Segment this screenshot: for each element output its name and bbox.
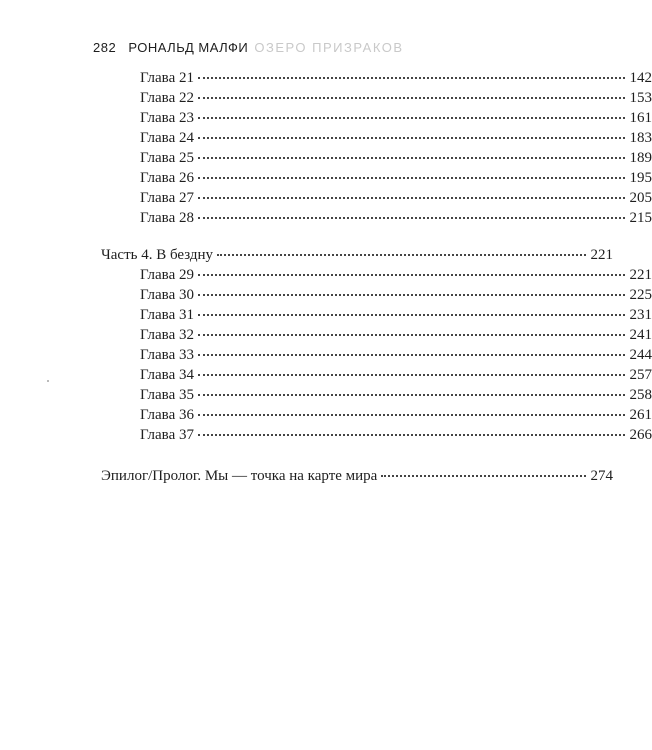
toc-entry bbox=[0, 88, 652, 108]
dot-leader bbox=[198, 433, 625, 436]
toc-entry bbox=[0, 108, 652, 128]
toc-part-entry bbox=[0, 245, 613, 265]
toc-entry-label: Глава 22 bbox=[140, 90, 194, 106]
running-head bbox=[93, 40, 404, 55]
toc-entry-label: Глава 30 bbox=[140, 287, 194, 303]
author-name: РОНАЛЬД МАЛФИ bbox=[128, 40, 249, 55]
toc-entry bbox=[0, 345, 652, 365]
dot-leader bbox=[217, 253, 585, 256]
toc-entry bbox=[0, 365, 652, 385]
margin-speck bbox=[47, 380, 49, 382]
toc-entry-page: 215 bbox=[629, 210, 652, 226]
toc-entry-page: 195 bbox=[629, 170, 652, 186]
dot-leader bbox=[198, 156, 625, 159]
toc-entry bbox=[0, 68, 652, 88]
dot-leader bbox=[198, 413, 625, 416]
dot-leader bbox=[198, 393, 625, 396]
toc-entry-page: 261 bbox=[629, 407, 652, 423]
toc-entry bbox=[0, 425, 652, 445]
toc-entry-page: 153 bbox=[629, 90, 652, 106]
dot-leader bbox=[198, 216, 625, 219]
toc-entry-label: Эпилог/Пролог. Мы — точка на карте мира bbox=[101, 468, 378, 484]
toc-entry bbox=[0, 285, 652, 305]
dot-leader bbox=[198, 333, 625, 336]
dot-leader bbox=[198, 293, 625, 296]
page-number: 282 bbox=[93, 40, 117, 55]
dot-leader bbox=[198, 373, 625, 376]
dot-leader bbox=[198, 176, 625, 179]
toc-entry-label: Глава 37 bbox=[140, 427, 194, 443]
book-title: ОЗЕРО ПРИЗРАКОВ bbox=[254, 40, 404, 55]
toc-entry bbox=[0, 265, 652, 285]
toc-entry-page: 142 bbox=[629, 70, 652, 86]
dot-leader bbox=[198, 196, 625, 199]
toc-entry-label: Глава 24 bbox=[140, 130, 194, 146]
toc-entry-label: Часть 4. В бездну bbox=[101, 247, 214, 263]
dot-leader bbox=[198, 136, 625, 139]
toc-entry-label: Глава 33 bbox=[140, 347, 194, 363]
toc-entry-page: 161 bbox=[629, 110, 652, 126]
toc-entry-page: 266 bbox=[629, 427, 652, 443]
toc-entry bbox=[0, 208, 652, 228]
toc-entry bbox=[0, 405, 652, 425]
toc-entry-label: Глава 27 bbox=[140, 190, 194, 206]
dot-leader bbox=[198, 116, 625, 119]
toc-entry bbox=[0, 305, 652, 325]
toc-entry-label: Глава 34 bbox=[140, 367, 194, 383]
toc-entry-page: 231 bbox=[629, 307, 652, 323]
toc-entry-label: Глава 28 bbox=[140, 210, 194, 226]
toc-epilogue-entry bbox=[0, 466, 613, 486]
toc-entry-label: Глава 32 bbox=[140, 327, 194, 343]
toc-entry-label: Глава 21 bbox=[140, 70, 194, 86]
dot-leader bbox=[198, 76, 625, 79]
toc-entry-label: Глава 29 bbox=[140, 267, 194, 283]
toc-entry-page: 274 bbox=[590, 468, 613, 484]
toc-entry-label: Глава 36 bbox=[140, 407, 194, 423]
toc-entry-label: Глава 35 bbox=[140, 387, 194, 403]
toc-entry bbox=[0, 385, 652, 405]
toc-entry-page: 257 bbox=[629, 367, 652, 383]
toc-entry-page: 258 bbox=[629, 387, 652, 403]
dot-leader bbox=[198, 273, 625, 276]
toc-entry-page: 221 bbox=[629, 267, 652, 283]
dot-leader bbox=[381, 474, 585, 477]
toc-entry-page: 183 bbox=[629, 130, 652, 146]
toc-entry-page: 244 bbox=[629, 347, 652, 363]
toc-entry bbox=[0, 148, 652, 168]
toc-entry bbox=[0, 325, 652, 345]
toc-entry bbox=[0, 128, 652, 148]
toc-entry-label: Глава 31 bbox=[140, 307, 194, 323]
toc-entry-label: Глава 26 bbox=[140, 170, 194, 186]
toc-entry bbox=[0, 188, 652, 208]
toc-entry bbox=[0, 168, 652, 188]
toc-entry-page: 189 bbox=[629, 150, 652, 166]
dot-leader bbox=[198, 96, 625, 99]
toc-entry-page: 241 bbox=[629, 327, 652, 343]
dot-leader bbox=[198, 313, 625, 316]
toc-entry-page: 205 bbox=[629, 190, 652, 206]
toc-entry-label: Глава 23 bbox=[140, 110, 194, 126]
toc-entry-page: 225 bbox=[629, 287, 652, 303]
toc-entry-page: 221 bbox=[590, 247, 613, 263]
dot-leader bbox=[198, 353, 625, 356]
toc-entry-label: Глава 25 bbox=[140, 150, 194, 166]
